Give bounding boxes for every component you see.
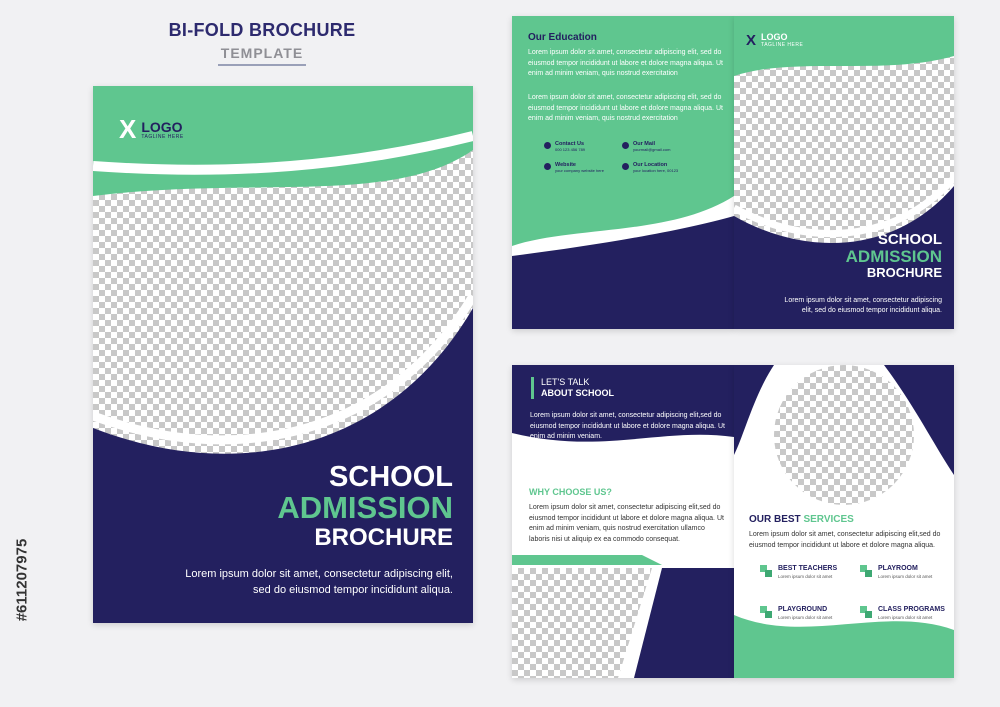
- services-body: Lorem ipsum dolor sit amet, consectetur adipiscing elit,sed do eiusmod tempor incididunt ut labore et dolore magna aliqua.: [749, 531, 941, 549]
- service-icon: [860, 606, 872, 618]
- why-heading: WHY CHOOSE US?: [529, 487, 612, 497]
- cover-logo: [119, 114, 184, 145]
- contact-phone: Contact Us 000 123 456 789: [544, 141, 585, 152]
- stock-id: #611207975: [13, 538, 31, 622]
- location-icon: [622, 163, 629, 170]
- cover-body: Lorem ipsum dolor sit amet, consectetur adipiscing elit, sed do eiusmod tempor incididunt aliqua.: [185, 568, 453, 596]
- education-heading: Our Education: [528, 32, 597, 43]
- back-left-shapes: [512, 186, 734, 329]
- service-icon: [860, 565, 872, 577]
- logo-tagline: TAGLINE HERE: [141, 133, 184, 140]
- cover-line3: BROCHURE: [314, 523, 453, 551]
- logo-text: LOGO: [761, 32, 788, 42]
- back-line3: BROCHURE: [866, 264, 942, 280]
- contact-website: Website your company website here: [544, 162, 604, 173]
- talk-body: Lorem ipsum dolor sit amet, consectetur adipiscing elit,sed do eiusmod tempor incididunt ut labore et dolore magna aliqua. Ut enim ad minim veniam.: [530, 412, 725, 440]
- back-left-panel: [512, 16, 734, 329]
- phone-icon: [544, 142, 551, 149]
- service-icon: [760, 606, 772, 618]
- cover-line2: ADMISSION: [277, 490, 453, 526]
- back-body: Lorem ipsum dolor sit amet, consectetur adipiscing elit, sed do eiusmod tempor incididunt aliqua.: [784, 297, 942, 314]
- cover-line1: SCHOOL: [328, 461, 453, 493]
- talk-line2: ABOUT SCHOOL: [541, 388, 614, 399]
- back-line2: ADMISSION: [845, 246, 942, 266]
- logo-x-icon: X: [119, 114, 137, 144]
- logo-tagline: TAGLINE HERE: [761, 42, 804, 48]
- education-para1: Lorem ipsum dolor sit amet, consectetur adipiscing elit, sed do eiusmod tempor incididunt ut labore et dolore magna aliqua. Ut enim ad minim veniam, quis nostrud exercitation: [528, 49, 723, 77]
- service-best-teachers: BEST TEACHERS Lorem ipsum dolor sit amet: [760, 565, 837, 579]
- title-main: BI-FOLD BROCHURE: [168, 20, 356, 40]
- contact-mail: Our Mail yourmail@gmail.com: [622, 141, 670, 152]
- back-right-panel: [734, 16, 954, 329]
- inside-right-panel: [734, 365, 954, 678]
- mail-icon: [622, 142, 629, 149]
- talk-line1: LET'S TALK: [541, 377, 590, 387]
- back-right-shapes: [734, 16, 954, 329]
- service-icon: [760, 565, 772, 577]
- services-b: SERVICES: [803, 514, 854, 525]
- title-sub: TEMPLATE: [220, 45, 304, 61]
- cover-heading: [277, 462, 453, 550]
- title-underline: [218, 64, 306, 66]
- globe-icon: [544, 163, 551, 170]
- talk-heading: [541, 377, 614, 400]
- services-a: OUR BEST: [749, 514, 801, 525]
- service-class-programs: CLASS PROGRAMS Lorem ipsum dolor sit amet: [860, 606, 945, 620]
- service-playground: PLAYGROUND Lorem ipsum dolor sit amet: [760, 606, 832, 620]
- education-para2: Lorem ipsum dolor sit amet, consectetur adipiscing elit, sed do eiusmod tempor incididunt ut labore et dolore magna aliqua. Ut enim ad minim veniam, quis nostrud exercitation: [528, 94, 723, 122]
- service-playroom: PLAYROOM Lorem ipsum dolor sit amet: [860, 565, 932, 579]
- contact-location: Our Location your location here, 00123: [622, 162, 678, 173]
- inside-right-photo: [774, 365, 914, 505]
- why-body: Lorem ipsum dolor sit amet, consectetur adipiscing elit,sed do eiusmod tempor incididunt ut labore et dolore magna aliqua. Ut enim ad minim veniam, quis nostrud exercitation ullamco laboris nisi ut aliquip ex ea commodo consequat.: [529, 504, 724, 543]
- services-heading: [749, 514, 854, 525]
- template-title: [152, 20, 372, 66]
- inside-left-panel: [512, 365, 734, 678]
- logo-text: LOGO: [141, 118, 183, 135]
- front-cover-panel: [93, 86, 473, 623]
- back-line1: SCHOOL: [877, 231, 942, 248]
- accent-bar: [531, 377, 534, 399]
- back-logo: [746, 32, 803, 49]
- logo-x-icon: X: [746, 32, 757, 49]
- back-heading: [846, 232, 942, 279]
